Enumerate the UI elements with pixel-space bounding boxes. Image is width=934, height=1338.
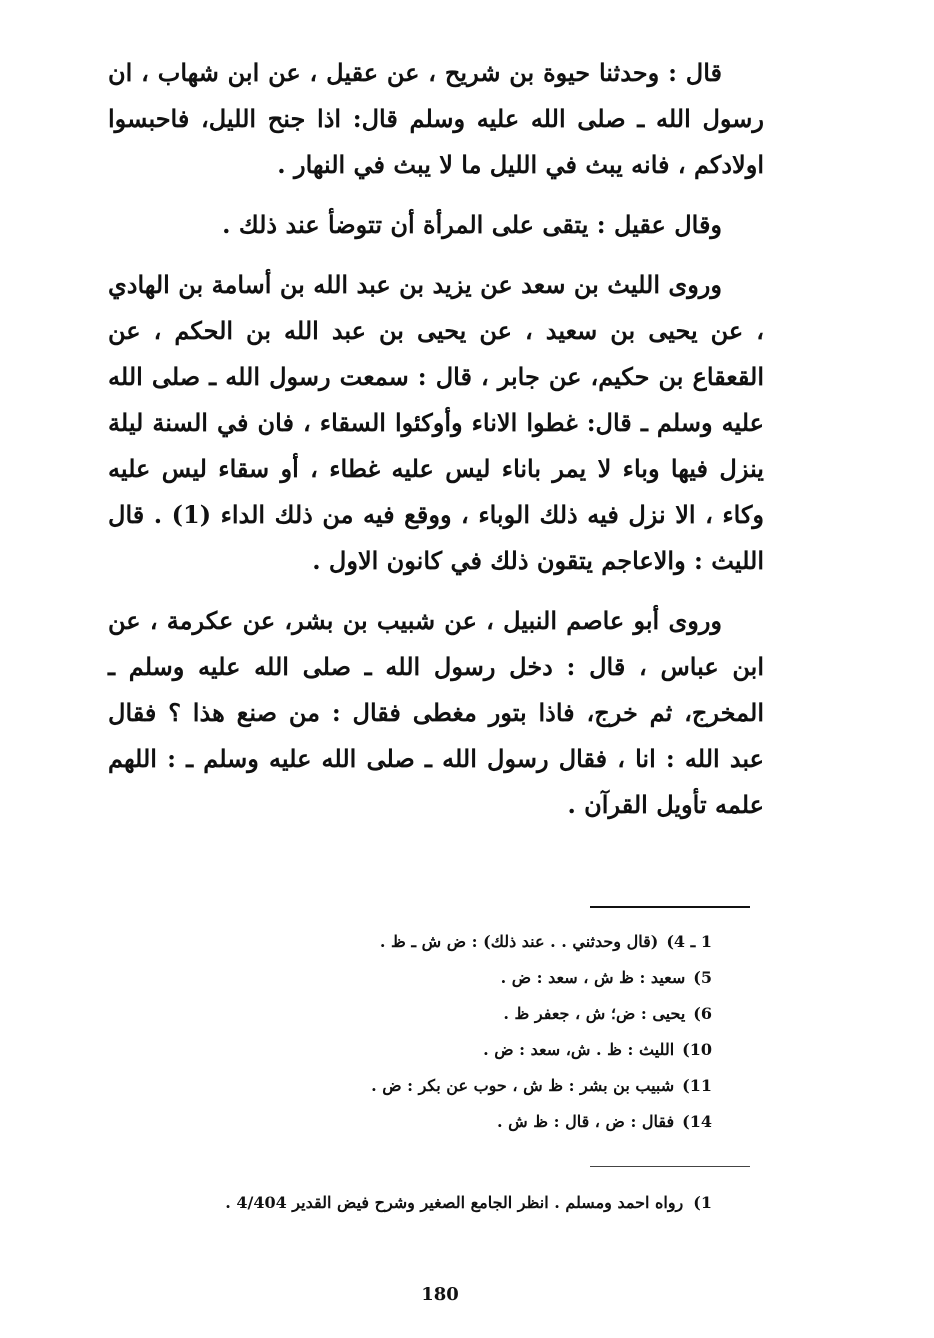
variant-line-number: 6) bbox=[693, 1004, 712, 1023]
variant-text: شبيب بن بشر : ظ ش ، حوب عن بكر : ض . bbox=[371, 1076, 675, 1095]
paragraph-3: وروى الليث بن سعد عن يزيد بن عبد الله بن أسامة بن الهادي ، عن يحيى بن سعيد ، عن يحيى بن عبد الله بن الحكم ، عن القعقاع بن حكيم، عن جابر ، قال : سمعت رسول الله ـ صلى الله عليه وسلم ـ قال: غطوا الاناء وأوكئوا السقاء ، فان في السنة ليلة ينزل فيها وباء لا يمر باناء ليس عليه غطاء ، أو سقاء ليس عليه وكاء ، الا نزل فيه ذلك الوباء ، ووقع فيه من ذلك الداء (1) . قال الليث : والاعاجم يتقون ذلك في كانون الاول . bbox=[108, 270, 764, 575]
variant-line-number: 11) bbox=[682, 1076, 712, 1095]
variant-line-number: 1 ـ 4) bbox=[666, 932, 712, 951]
paragraph-2: وقال عقيل : يتقى على المرأة أن تتوضأ عند ذلك . bbox=[222, 210, 722, 239]
variant-text: الليث : ظ . ش، سعد : ض . bbox=[483, 1040, 675, 1059]
paragraph-4: وروى أبو عاصم النبيل ، عن شبيب بن بشر، عن عكرمة ، عن ابن عباس ، قال : دخل رسول الله ـ صلى الله عليه وسلم ـ المخرج، ثم خرج، فاذا بتور مغطى فقال : من صنع هذا ؟ فقال عبد الله : انا ، فقال رسول الله ـ صلى الله عليه وسلم ـ : اللهم علمه تأويل القرآن . bbox=[108, 606, 764, 819]
variant-line bbox=[210, 960, 712, 996]
footnote-divider bbox=[590, 1166, 750, 1167]
variant-line bbox=[210, 1104, 712, 1140]
footnote-number: 1) bbox=[693, 1193, 712, 1212]
variant-line-number: 5) bbox=[693, 968, 712, 987]
variant-text: يحيى : ض؛ ش ، جعفر ظ . bbox=[503, 1004, 686, 1023]
variant-line-number: 10) bbox=[682, 1040, 712, 1059]
variant-line-number: 14) bbox=[682, 1112, 712, 1131]
variant-text: فقال : ض ، قال : ظ ش . bbox=[496, 1112, 675, 1131]
variant-text: سعيد : ظ ش ، سعد : ض . bbox=[500, 968, 686, 987]
footnote-text: رواه احمد ومسلم . انظر الجامع الصغير وشرح فيض القدير 4/404 . bbox=[225, 1193, 684, 1212]
paragraph-1: قال : وحدثنا حيوة بن شريح ، عن عقيل ، عن ابن شهاب ، ان رسول الله ـ صلى الله عليه وسلم قال: اذا جنح الليل، فاحبسوا اولادكم ، فانه يبث في الليل ما لا يبث في النهار . bbox=[108, 58, 764, 179]
variants-divider bbox=[590, 906, 750, 908]
variant-line bbox=[210, 1032, 712, 1068]
textual-variants bbox=[210, 924, 712, 1140]
variant-line bbox=[210, 1068, 712, 1104]
main-text bbox=[108, 50, 764, 842]
footnote bbox=[108, 1188, 712, 1218]
variant-line bbox=[210, 996, 712, 1032]
variant-text: (قال وحدثني . . عند ذلك) : ض ش ـ ظ . bbox=[379, 932, 659, 951]
variant-line bbox=[210, 924, 712, 960]
page-number: 180 bbox=[421, 1284, 459, 1305]
